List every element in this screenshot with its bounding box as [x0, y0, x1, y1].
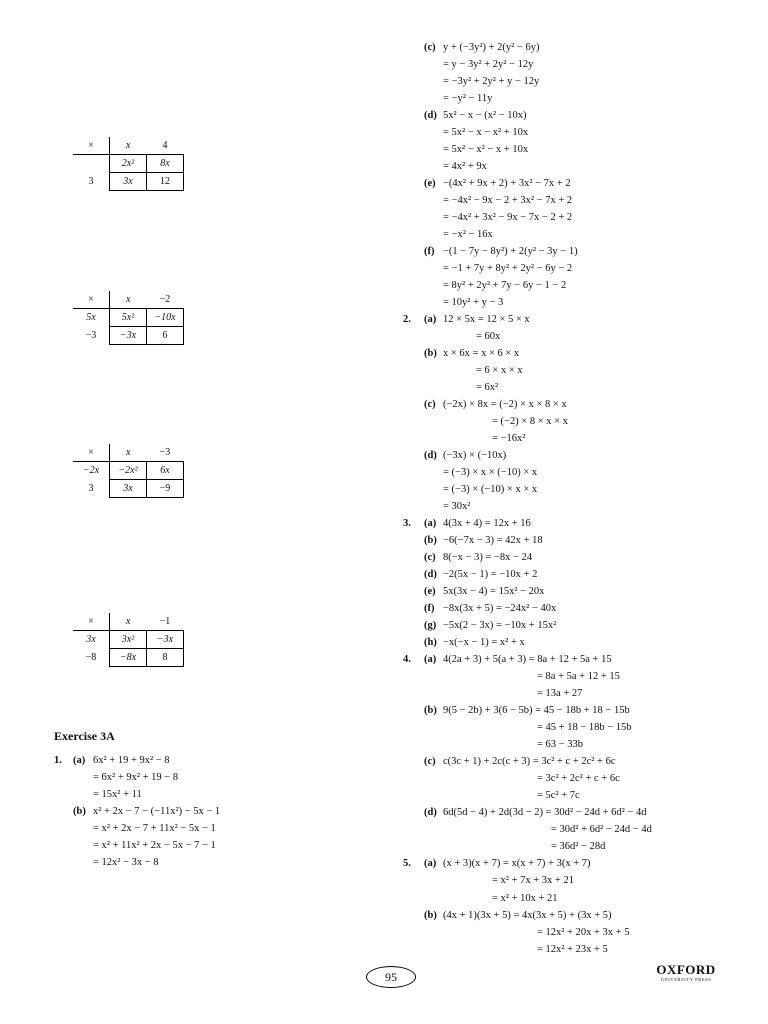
working-line: = 5c² + 7c	[537, 790, 580, 802]
working-line: = −x² − 16x	[443, 229, 493, 241]
part-label: (d)	[424, 450, 437, 462]
grid-row-label: −3	[73, 327, 110, 345]
part-label: (b)	[73, 806, 86, 817]
grid-corner: ×	[73, 137, 110, 155]
part-label: (g)	[424, 620, 437, 632]
expression-line: 8(−x − 3) = −8x − 24	[443, 552, 533, 564]
working-line: = 45 + 18 − 18b − 15b	[537, 722, 632, 734]
exercise-heading: Exercise 3A	[54, 729, 115, 743]
working-line: = −4x² + 3x² − 9x − 7x − 2 + 2	[443, 212, 573, 224]
page-number: 95	[366, 966, 416, 988]
expression-line: y + (−3y²) + 2(y² − 6y)	[443, 42, 540, 53]
grid-cell: −9	[147, 480, 184, 498]
grid-cell: −10x	[147, 309, 184, 327]
grid-corner: ×	[73, 444, 110, 462]
working-line: = 4x² + 9x	[443, 161, 487, 173]
grid-cell: 8	[147, 649, 184, 667]
working-line: = 12x² − 3x − 8	[93, 857, 159, 868]
working-line: = 8a + 5a + 12 + 15	[537, 671, 620, 683]
part-label: (a)	[424, 314, 437, 326]
working-line: = x² + 10x + 21	[492, 892, 558, 904]
publisher-name: OXFORD	[656, 962, 716, 977]
grid-row-label: 3	[73, 173, 110, 191]
grid-header-cell: −2	[147, 291, 184, 309]
working-line: = x² + 11x² + 2x − 5x − 7 − 1	[93, 840, 216, 851]
expression-line: −x(−x − 1) = x² + x	[443, 637, 525, 649]
working-line: = −3y² + 2y² + y − 12y	[443, 76, 540, 88]
part-label: (d)	[424, 110, 437, 122]
part-label: (c)	[424, 399, 436, 411]
part-label: (e)	[424, 586, 436, 598]
grid-corner: ×	[73, 613, 110, 631]
expression-line: (4x + 1)(3x + 5) = 4x(3x + 5) + (3x + 5)	[443, 909, 612, 921]
working-line: = 6x² + 9x² + 19 − 8	[93, 772, 179, 783]
grid-corner: ×	[73, 291, 110, 309]
multiplication-grid-1	[73, 137, 184, 191]
grid-header-cell: 4	[147, 137, 184, 155]
grid-header-cell: x	[110, 613, 147, 631]
part-label: (f)	[424, 246, 435, 258]
working-line: = −y² − 11y	[443, 93, 493, 105]
working-line: = 3c² + 2c² + c + 6c	[537, 773, 620, 785]
expression-line: 4(3x + 4) = 12x + 16	[443, 518, 531, 530]
working-line: = 13a + 27	[537, 688, 583, 700]
working-line: = 12x² + 20x + 3x + 5	[537, 926, 630, 938]
expression-line: (x + 3)(x + 7) = x(x + 7) + 3(x + 7)	[443, 858, 591, 870]
expression-line: c(3c + 1) + 2c(c + 3) = 3c² + c + 2c² + 6c	[443, 756, 616, 768]
multiplication-grid-4	[73, 613, 184, 667]
working-line: = 30x²	[443, 501, 471, 513]
expression-line: −(1 − 7y − 8y²) + 2(y² − 3y − 1)	[443, 246, 578, 258]
part-label: (b)	[424, 909, 437, 921]
grid-cell: 3x²	[110, 631, 147, 649]
part-label: (d)	[424, 569, 437, 581]
working-line: = (−3) × (−10) × x × x	[443, 484, 538, 496]
question-number: 3.	[403, 518, 411, 530]
working-line: = 8y² + 2y² + 7y − 6y − 1 − 2	[443, 280, 567, 292]
working-line: = x² + 7x + 3x + 21	[492, 875, 574, 887]
expression-line: −(4x² + 9x + 2) + 3x² − 7x + 2	[443, 178, 571, 190]
part-label: (e)	[424, 178, 436, 190]
working-line: = 5x² − x² − x + 10x	[443, 144, 529, 156]
grid-cell: −2x²	[110, 462, 147, 480]
part-label: (b)	[424, 705, 437, 717]
grid-row-label: 3x	[73, 631, 110, 649]
grid-cell: 12	[147, 173, 184, 191]
grid-cell: 3x	[110, 480, 147, 498]
part-label: (c)	[424, 552, 436, 564]
grid-cell: 6	[147, 327, 184, 345]
expression-line: 6x² + 19 + 9x² − 8	[93, 755, 170, 766]
question-number: 2.	[403, 314, 411, 326]
working-line: = −4x² − 9x − 2 + 3x² − 7x + 2	[443, 195, 573, 207]
expression-line: −5x(2 − 3x) = −10x + 15x²	[443, 620, 557, 632]
question-number: 5.	[403, 858, 411, 870]
multiplication-grid-3	[73, 444, 184, 498]
part-label: (c)	[424, 42, 436, 53]
grid-cell: −3x	[147, 631, 184, 649]
part-label: (a)	[73, 755, 86, 766]
grid-row-label: 5x	[73, 309, 110, 327]
working-line: = 6 × x × x	[476, 365, 523, 377]
question-number: 4.	[403, 654, 411, 666]
grid-cell: 2x²	[110, 155, 147, 173]
expression-line: 4(2a + 3) + 5(a + 3) = 8a + 12 + 5a + 15	[443, 654, 612, 666]
working-line: = 15x² + 11	[93, 789, 142, 800]
expression-line: 5x(3x − 4) = 15x² − 20x	[443, 586, 545, 598]
expression-line: (−3x) × (−10x)	[443, 450, 507, 462]
grid-row-label: 3	[73, 480, 110, 498]
part-label: (h)	[424, 637, 437, 649]
expression-line: −2(5x − 1) = −10x + 2	[443, 569, 538, 581]
part-label: (a)	[424, 654, 437, 666]
working-line: = −16x²	[492, 433, 526, 445]
expression-line: (−2x) × 8x = (−2) × x × 8 × x	[443, 399, 567, 411]
grid-cell: 8x	[147, 155, 184, 173]
working-line: = y − 3y² + 2y² − 12y	[443, 59, 534, 70]
part-label: (b)	[424, 348, 437, 360]
expression-line: x² + 2x − 7 − (−11x²) − 5x − 1	[93, 806, 221, 817]
grid-cell: 6x	[147, 462, 184, 480]
working-line: = x² + 2x − 7 + 11x² − 5x − 1	[93, 823, 216, 834]
working-line: = 10y² + y − 3	[443, 297, 504, 309]
question-number: 1.	[54, 755, 62, 766]
part-label: (a)	[424, 518, 437, 530]
grid-cell: 5x²	[110, 309, 147, 327]
publisher-logo	[656, 963, 716, 983]
grid-header-cell: −1	[147, 613, 184, 631]
grid-header-cell: x	[110, 291, 147, 309]
grid-header-cell: x	[110, 444, 147, 462]
working-line: = 60x	[476, 331, 501, 343]
working-line: = 63 − 33b	[537, 739, 583, 751]
part-label: (c)	[424, 756, 436, 768]
expression-line: 6d(5d − 4) + 2d(3d − 2) = 30d² − 24d + 6d² − 4d	[443, 807, 647, 819]
part-label: (a)	[424, 858, 437, 870]
multiplication-grid-2	[73, 291, 184, 345]
publisher-subtitle: UNIVERSITY PRESS	[660, 977, 712, 982]
working-line: = 6x²	[476, 382, 499, 394]
expression-line: x × 6x = x × 6 × x	[443, 348, 520, 360]
grid-cell: −8x	[110, 649, 147, 667]
working-line: = 12x² + 23x + 5	[537, 943, 608, 955]
expression-line: 12 × 5x = 12 × 5 × x	[443, 314, 530, 326]
expression-line: −8x(3x + 5) = −24x² − 40x	[443, 603, 557, 615]
part-label: (b)	[424, 535, 437, 547]
grid-header-cell: −3	[147, 444, 184, 462]
working-line: = (−2) × 8 × x × x	[492, 416, 568, 428]
working-line: = (−3) × x × (−10) × x	[443, 467, 538, 479]
grid-row-label: −8	[73, 649, 110, 667]
working-line: = 5x² − x − x² + 10x	[443, 127, 529, 139]
grid-row-label: −2x	[73, 462, 110, 480]
grid-header-cell: x	[110, 137, 147, 155]
part-label: (d)	[424, 807, 437, 819]
working-line: = −1 + 7y + 8y² + 2y² − 6y − 2	[443, 263, 573, 275]
expression-line: −6(−7x − 3) = 42x + 18	[443, 535, 543, 547]
grid-cell: 3x	[110, 173, 147, 191]
expression-line: 5x² − x − (x² − 10x)	[443, 110, 527, 122]
grid-row-label	[73, 155, 110, 173]
grid-cell: −3x	[110, 327, 147, 345]
expression-line: 9(5 − 2b) + 3(6 − 5b) = 45 − 18b + 18 − 15b	[443, 705, 630, 717]
working-line: = 36d² − 28d	[551, 841, 606, 853]
working-line: = 30d² + 6d² − 24d − 4d	[551, 824, 652, 836]
part-label: (f)	[424, 603, 435, 615]
